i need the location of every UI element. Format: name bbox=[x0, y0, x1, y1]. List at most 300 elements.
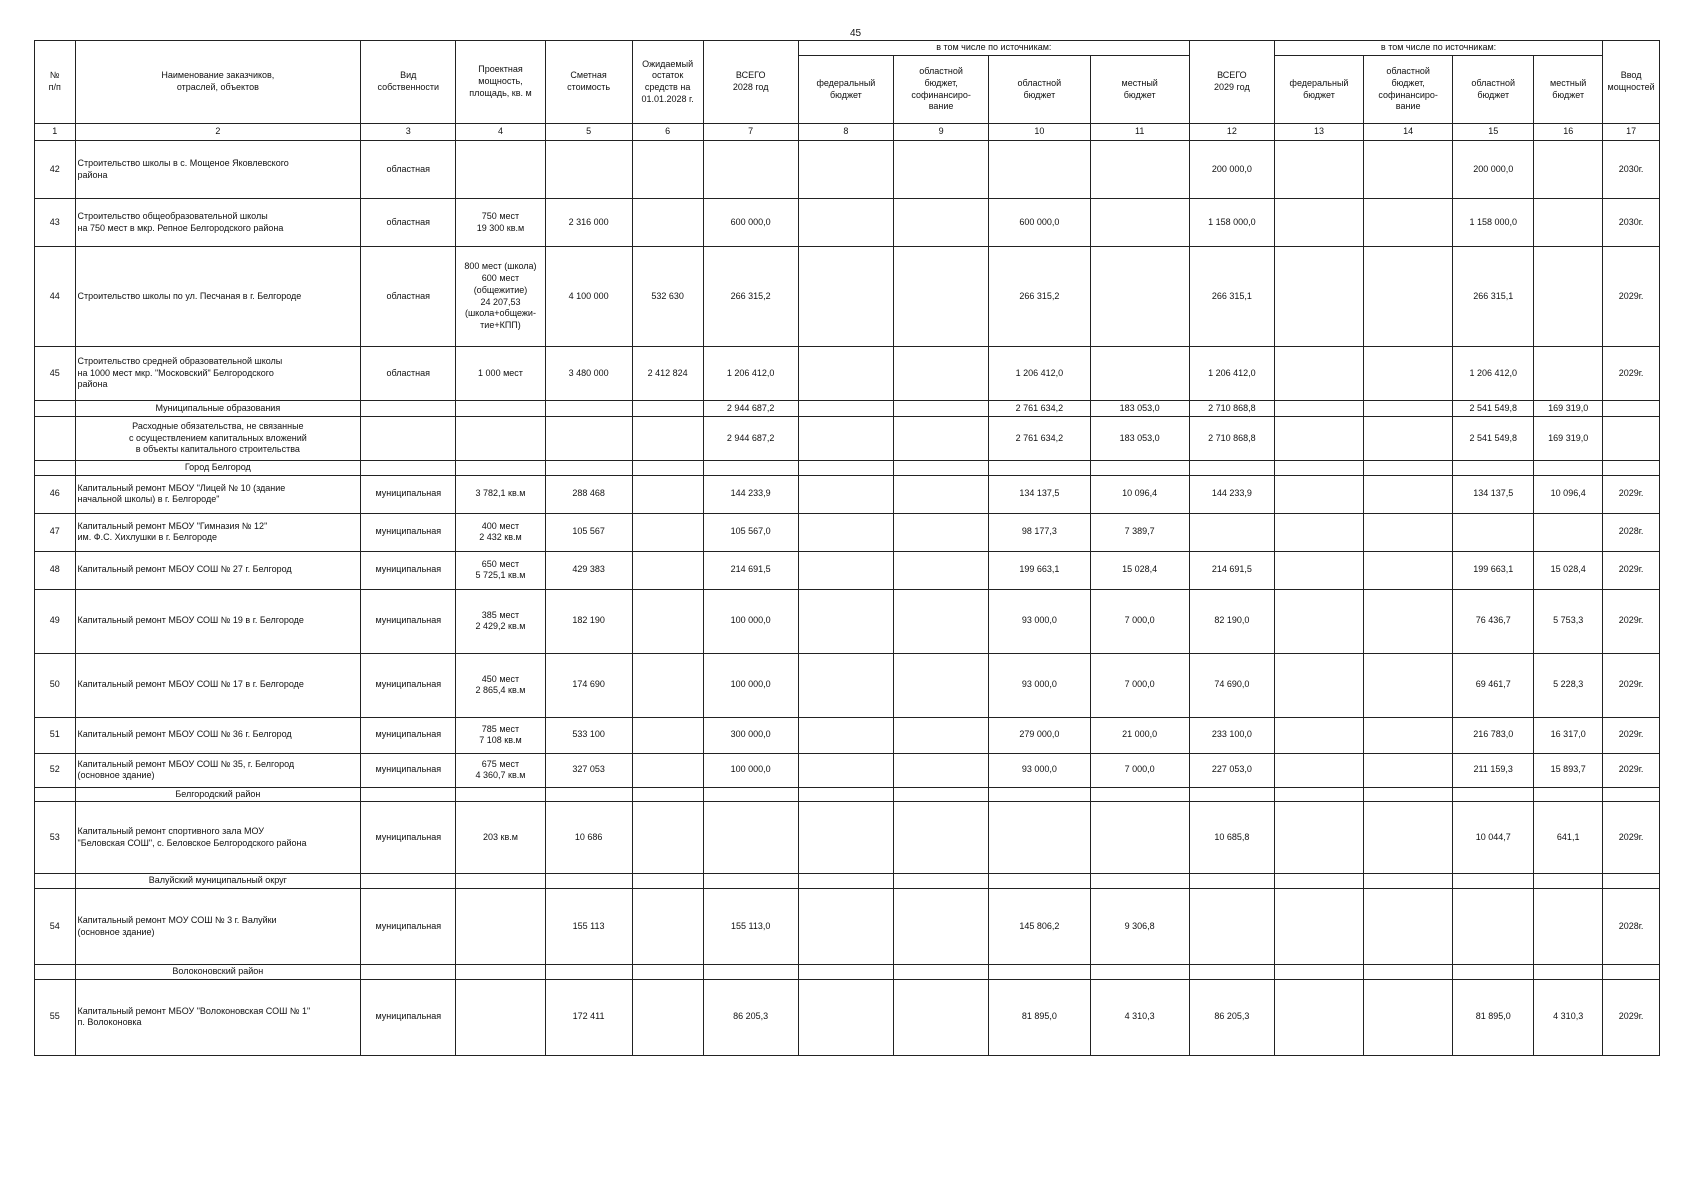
local-2028: 4 310,3 bbox=[1090, 979, 1189, 1055]
cell-empty bbox=[1534, 461, 1603, 476]
table-header bbox=[35, 41, 1660, 141]
estimate-cost: 2 316 000 bbox=[545, 199, 632, 247]
capacity: 203 кв.м bbox=[456, 802, 545, 874]
estimate-cost: 174 690 bbox=[545, 653, 632, 717]
object-name: Капитальный ремонт МБОУ "Гимназия № 12" им. Ф.С. Хихлушки в г. Белгороде bbox=[75, 513, 361, 551]
row-number: 48 bbox=[35, 551, 76, 589]
federal-2029 bbox=[1274, 551, 1363, 589]
cell-empty bbox=[361, 417, 456, 461]
cell-empty bbox=[1534, 965, 1603, 980]
local-2028 bbox=[1090, 347, 1189, 401]
column-number: 12 bbox=[1189, 124, 1274, 141]
cell-empty bbox=[989, 965, 1090, 980]
ownership: муниципальная bbox=[361, 979, 456, 1055]
remainder bbox=[632, 589, 703, 653]
federal-2029 bbox=[1274, 589, 1363, 653]
cell-empty bbox=[1453, 874, 1534, 889]
object-name: Капитальный ремонт спортивного зала МОУ "Беловская СОШ", с. Беловское Белгородского района bbox=[75, 802, 361, 874]
cofin-2028 bbox=[894, 717, 989, 753]
estimate-cost: 3 480 000 bbox=[545, 347, 632, 401]
cell-empty bbox=[703, 461, 798, 476]
object-name: Капитальный ремонт МБОУ СОШ № 19 в г. Белгороде bbox=[75, 589, 361, 653]
total-2028 bbox=[703, 141, 798, 199]
cofin-2029 bbox=[1364, 475, 1453, 513]
subtotal-row bbox=[35, 401, 1660, 417]
cell-empty bbox=[1534, 787, 1603, 802]
commission-year: 2029г. bbox=[1603, 475, 1660, 513]
regional-2028: 1 206 412,0 bbox=[989, 347, 1090, 401]
object-name: Капитальный ремонт МБОУ "Лицей № 10 (здание начальной школы) в г. Белгороде" bbox=[75, 475, 361, 513]
table-row bbox=[35, 199, 1660, 247]
cell-empty bbox=[1274, 401, 1363, 417]
regional-2028: 98 177,3 bbox=[989, 513, 1090, 551]
regional-2028 bbox=[989, 802, 1090, 874]
cell-empty bbox=[1189, 787, 1274, 802]
cell-empty bbox=[632, 874, 703, 889]
ownership: муниципальная bbox=[361, 802, 456, 874]
cofin-2029 bbox=[1364, 513, 1453, 551]
cell-empty bbox=[1364, 965, 1453, 980]
cell-empty bbox=[1453, 461, 1534, 476]
cell-empty bbox=[545, 787, 632, 802]
header-cofin-2028: областной бюджет, софинансиро- вание bbox=[894, 56, 989, 124]
total-2028: 155 113,0 bbox=[703, 889, 798, 965]
ownership: областная bbox=[361, 347, 456, 401]
capacity: 385 мест 2 429,2 кв.м bbox=[456, 589, 545, 653]
cofin-2029 bbox=[1364, 717, 1453, 753]
column-number: 5 bbox=[545, 124, 632, 141]
cell-empty bbox=[456, 874, 545, 889]
cell-empty bbox=[361, 461, 456, 476]
cell-empty bbox=[1364, 417, 1453, 461]
federal-2028 bbox=[798, 653, 893, 717]
cell-empty bbox=[545, 461, 632, 476]
cofin-2028 bbox=[894, 513, 989, 551]
row-number: 51 bbox=[35, 717, 76, 753]
federal-2028 bbox=[798, 589, 893, 653]
commission-year: 2029г. bbox=[1603, 247, 1660, 347]
cell-empty bbox=[361, 965, 456, 980]
cell-empty bbox=[798, 461, 893, 476]
column-number: 16 bbox=[1534, 124, 1603, 141]
capacity: 450 мест 2 865,4 кв.м bbox=[456, 653, 545, 717]
table-row bbox=[35, 475, 1660, 513]
ownership: муниципальная bbox=[361, 717, 456, 753]
object-name: Капитальный ремонт МБОУ СОШ № 36 г. Белгород bbox=[75, 717, 361, 753]
commission-year: 2029г. bbox=[1603, 653, 1660, 717]
remainder: 532 630 bbox=[632, 247, 703, 347]
cell-empty bbox=[1603, 401, 1660, 417]
cell-empty bbox=[35, 461, 76, 476]
cell-empty bbox=[1189, 965, 1274, 980]
commission-year: 2030г. bbox=[1603, 199, 1660, 247]
total-2029: 2 710 868,8 bbox=[1189, 401, 1274, 417]
capacity: 400 мест 2 432 кв.м bbox=[456, 513, 545, 551]
federal-2028 bbox=[798, 979, 893, 1055]
cofin-2029 bbox=[1364, 802, 1453, 874]
column-number-row bbox=[35, 124, 1660, 141]
regional-2029: 10 044,7 bbox=[1453, 802, 1534, 874]
regional-2029: 81 895,0 bbox=[1453, 979, 1534, 1055]
federal-2028 bbox=[798, 475, 893, 513]
cell-empty bbox=[1090, 787, 1189, 802]
row-number: 49 bbox=[35, 589, 76, 653]
cell-empty bbox=[545, 417, 632, 461]
header-capacity: Проектная мощность, площадь, кв. м bbox=[456, 41, 545, 124]
regional-2028: 93 000,0 bbox=[989, 589, 1090, 653]
remainder bbox=[632, 979, 703, 1055]
local-2028 bbox=[1090, 199, 1189, 247]
cell-empty bbox=[361, 874, 456, 889]
cell-empty bbox=[545, 874, 632, 889]
federal-2029 bbox=[1274, 753, 1363, 787]
cell-empty bbox=[545, 965, 632, 980]
header-name: Наименование заказчиков, отраслей, объектов bbox=[75, 41, 361, 124]
object-name: Строительство общеобразовательной школы на 750 мест в мкр. Репное Белгородского района bbox=[75, 199, 361, 247]
cell-empty bbox=[632, 401, 703, 417]
column-number: 13 bbox=[1274, 124, 1363, 141]
cofin-2028 bbox=[894, 247, 989, 347]
table-row bbox=[35, 141, 1660, 199]
local-2028: 9 306,8 bbox=[1090, 889, 1189, 965]
commission-year: 2029г. bbox=[1603, 551, 1660, 589]
subtotal-row bbox=[35, 417, 1660, 461]
local-2028: 7 000,0 bbox=[1090, 753, 1189, 787]
local-2028: 183 053,0 bbox=[1090, 401, 1189, 417]
cell-empty bbox=[35, 417, 76, 461]
estimate-cost: 4 100 000 bbox=[545, 247, 632, 347]
page-number: 45 bbox=[850, 28, 862, 39]
regional-2028: 134 137,5 bbox=[989, 475, 1090, 513]
local-2029: 4 310,3 bbox=[1534, 979, 1603, 1055]
column-number: 3 bbox=[361, 124, 456, 141]
remainder bbox=[632, 802, 703, 874]
commission-year: 2029г. bbox=[1603, 589, 1660, 653]
commission-year: 2029г. bbox=[1603, 717, 1660, 753]
federal-2028 bbox=[798, 247, 893, 347]
local-2028: 7 000,0 bbox=[1090, 653, 1189, 717]
cell-empty bbox=[1364, 401, 1453, 417]
total-2029: 82 190,0 bbox=[1189, 589, 1274, 653]
cofin-2029 bbox=[1364, 753, 1453, 787]
regional-2028: 2 761 634,2 bbox=[989, 401, 1090, 417]
total-2028: 214 691,5 bbox=[703, 551, 798, 589]
table-row bbox=[35, 753, 1660, 787]
section-row bbox=[35, 787, 1660, 802]
cell-empty bbox=[894, 401, 989, 417]
federal-2029 bbox=[1274, 199, 1363, 247]
header-total-2028: ВСЕГО 2028 год bbox=[703, 41, 798, 124]
total-2028: 100 000,0 bbox=[703, 653, 798, 717]
local-2029: 641,1 bbox=[1534, 802, 1603, 874]
local-2029: 169 319,0 bbox=[1534, 417, 1603, 461]
object-name: Капитальный ремонт МОУ СОШ № 3 г. Валуйки (основное здание) bbox=[75, 889, 361, 965]
regional-2029 bbox=[1453, 889, 1534, 965]
cell-empty bbox=[456, 965, 545, 980]
cofin-2029 bbox=[1364, 589, 1453, 653]
total-2029: 227 053,0 bbox=[1189, 753, 1274, 787]
ownership: областная bbox=[361, 199, 456, 247]
remainder bbox=[632, 717, 703, 753]
cell-empty bbox=[1364, 461, 1453, 476]
header-ownership: Вид собственности bbox=[361, 41, 456, 124]
federal-2029 bbox=[1274, 513, 1363, 551]
cofin-2028 bbox=[894, 753, 989, 787]
federal-2029 bbox=[1274, 802, 1363, 874]
cell-empty bbox=[798, 787, 893, 802]
row-number: 54 bbox=[35, 889, 76, 965]
local-2028: 21 000,0 bbox=[1090, 717, 1189, 753]
cell-empty bbox=[632, 417, 703, 461]
local-2029: 16 317,0 bbox=[1534, 717, 1603, 753]
federal-2028 bbox=[798, 141, 893, 199]
ownership: муниципальная bbox=[361, 653, 456, 717]
local-2029: 15 028,4 bbox=[1534, 551, 1603, 589]
regional-2028: 600 000,0 bbox=[989, 199, 1090, 247]
local-2029 bbox=[1534, 199, 1603, 247]
cell-empty bbox=[35, 787, 76, 802]
capacity bbox=[456, 979, 545, 1055]
cell-empty bbox=[545, 401, 632, 417]
remainder bbox=[632, 513, 703, 551]
regional-2028: 93 000,0 bbox=[989, 653, 1090, 717]
commission-year: 2028г. bbox=[1603, 513, 1660, 551]
cell-empty bbox=[1364, 874, 1453, 889]
total-2029 bbox=[1189, 889, 1274, 965]
total-2029: 1 206 412,0 bbox=[1189, 347, 1274, 401]
cell-empty bbox=[798, 401, 893, 417]
cofin-2028 bbox=[894, 802, 989, 874]
local-2029: 5 228,3 bbox=[1534, 653, 1603, 717]
table-row bbox=[35, 247, 1660, 347]
remainder bbox=[632, 199, 703, 247]
header-federal-2029: федеральный бюджет bbox=[1274, 56, 1363, 124]
ownership: муниципальная bbox=[361, 513, 456, 551]
section-title: Волоконовский район bbox=[75, 965, 361, 980]
object-name: Капитальный ремонт МБОУ СОШ № 35, г. Белгород (основное здание) bbox=[75, 753, 361, 787]
federal-2029 bbox=[1274, 347, 1363, 401]
cell-empty bbox=[632, 787, 703, 802]
cell-empty bbox=[35, 874, 76, 889]
total-2029: 233 100,0 bbox=[1189, 717, 1274, 753]
cell-empty bbox=[632, 461, 703, 476]
total-2029: 1 158 000,0 bbox=[1189, 199, 1274, 247]
local-2028: 10 096,4 bbox=[1090, 475, 1189, 513]
object-name: Капитальный ремонт МБОУ "Волоконовская СОШ № 1" п. Волоконовка bbox=[75, 979, 361, 1055]
cofin-2029 bbox=[1364, 347, 1453, 401]
cofin-2028 bbox=[894, 551, 989, 589]
cell-empty bbox=[1453, 965, 1534, 980]
cell-empty bbox=[1453, 787, 1534, 802]
table-row bbox=[35, 889, 1660, 965]
total-2029: 2 710 868,8 bbox=[1189, 417, 1274, 461]
cell-empty bbox=[1603, 965, 1660, 980]
column-number: 1 bbox=[35, 124, 76, 141]
cell-empty bbox=[989, 874, 1090, 889]
cell-empty bbox=[1189, 461, 1274, 476]
estimate-cost: 10 686 bbox=[545, 802, 632, 874]
federal-2029 bbox=[1274, 475, 1363, 513]
regional-2028: 81 895,0 bbox=[989, 979, 1090, 1055]
cell-empty bbox=[1603, 787, 1660, 802]
cofin-2029 bbox=[1364, 979, 1453, 1055]
total-2029: 74 690,0 bbox=[1189, 653, 1274, 717]
regional-2029: 266 315,1 bbox=[1453, 247, 1534, 347]
remainder bbox=[632, 551, 703, 589]
federal-2029 bbox=[1274, 889, 1363, 965]
federal-2028 bbox=[798, 199, 893, 247]
federal-2029 bbox=[1274, 653, 1363, 717]
local-2029: 5 753,3 bbox=[1534, 589, 1603, 653]
commission-year: 2029г. bbox=[1603, 979, 1660, 1055]
local-2029 bbox=[1534, 247, 1603, 347]
cell-empty bbox=[703, 874, 798, 889]
cofin-2028 bbox=[894, 589, 989, 653]
column-number: 8 bbox=[798, 124, 893, 141]
regional-2028: 279 000,0 bbox=[989, 717, 1090, 753]
regional-2029: 1 206 412,0 bbox=[1453, 347, 1534, 401]
local-2028 bbox=[1090, 141, 1189, 199]
remainder bbox=[632, 475, 703, 513]
regional-2029: 200 000,0 bbox=[1453, 141, 1534, 199]
total-2028: 1 206 412,0 bbox=[703, 347, 798, 401]
federal-2028 bbox=[798, 802, 893, 874]
header-estimate: Сметная стоимость bbox=[545, 41, 632, 124]
cell-empty bbox=[1534, 874, 1603, 889]
cell-empty bbox=[456, 461, 545, 476]
estimate-cost: 429 383 bbox=[545, 551, 632, 589]
header-regional-2028: областной бюджет bbox=[989, 56, 1090, 124]
cell-empty bbox=[1090, 461, 1189, 476]
total-2028: 100 000,0 bbox=[703, 753, 798, 787]
cell-empty bbox=[456, 417, 545, 461]
local-2029: 169 319,0 bbox=[1534, 401, 1603, 417]
federal-2029 bbox=[1274, 247, 1363, 347]
section-title: Город Белгород bbox=[75, 461, 361, 476]
remainder bbox=[632, 653, 703, 717]
object-name: Строительство средней образовательной школы на 1000 мест мкр. "Московский" Белгородского района bbox=[75, 347, 361, 401]
regional-2029: 216 783,0 bbox=[1453, 717, 1534, 753]
total-2028: 266 315,2 bbox=[703, 247, 798, 347]
table-row bbox=[35, 717, 1660, 753]
regional-2029: 199 663,1 bbox=[1453, 551, 1534, 589]
cofin-2029 bbox=[1364, 889, 1453, 965]
cofin-2028 bbox=[894, 199, 989, 247]
estimate-cost: 155 113 bbox=[545, 889, 632, 965]
cell-empty bbox=[1274, 874, 1363, 889]
cell-empty bbox=[361, 401, 456, 417]
capacity: 1 000 мест bbox=[456, 347, 545, 401]
column-number: 15 bbox=[1453, 124, 1534, 141]
regional-2028: 199 663,1 bbox=[989, 551, 1090, 589]
total-2028: 2 944 687,2 bbox=[703, 401, 798, 417]
cofin-2028 bbox=[894, 141, 989, 199]
cell-empty bbox=[989, 461, 1090, 476]
federal-2028 bbox=[798, 889, 893, 965]
commission-year: 2029г. bbox=[1603, 347, 1660, 401]
regional-2029: 76 436,7 bbox=[1453, 589, 1534, 653]
header-cofin-2029: областной бюджет, софинансиро- вание bbox=[1364, 56, 1453, 124]
row-number: 44 bbox=[35, 247, 76, 347]
total-2029: 10 685,8 bbox=[1189, 802, 1274, 874]
total-2028: 105 567,0 bbox=[703, 513, 798, 551]
estimate-cost: 182 190 bbox=[545, 589, 632, 653]
total-2029: 214 691,5 bbox=[1189, 551, 1274, 589]
regional-2029: 211 159,3 bbox=[1453, 753, 1534, 787]
total-2028: 2 944 687,2 bbox=[703, 417, 798, 461]
row-number: 52 bbox=[35, 753, 76, 787]
federal-2028 bbox=[798, 753, 893, 787]
estimate-cost: 327 053 bbox=[545, 753, 632, 787]
cofin-2028 bbox=[894, 347, 989, 401]
row-number: 50 bbox=[35, 653, 76, 717]
local-2029 bbox=[1534, 347, 1603, 401]
cell-empty bbox=[1274, 787, 1363, 802]
section-row bbox=[35, 965, 1660, 980]
cofin-2028 bbox=[894, 889, 989, 965]
cofin-2028 bbox=[894, 475, 989, 513]
object-name: Капитальный ремонт МБОУ СОШ № 27 г. Белгород bbox=[75, 551, 361, 589]
regional-2029: 134 137,5 bbox=[1453, 475, 1534, 513]
capacity bbox=[456, 141, 545, 199]
row-number: 46 bbox=[35, 475, 76, 513]
regional-2028 bbox=[989, 141, 1090, 199]
commission-year: 2028г. bbox=[1603, 889, 1660, 965]
cell-empty bbox=[989, 787, 1090, 802]
local-2028: 183 053,0 bbox=[1090, 417, 1189, 461]
cell-empty bbox=[798, 874, 893, 889]
local-2028 bbox=[1090, 802, 1189, 874]
ownership: муниципальная bbox=[361, 889, 456, 965]
cell-empty bbox=[703, 965, 798, 980]
total-2028: 144 233,9 bbox=[703, 475, 798, 513]
remainder bbox=[632, 889, 703, 965]
total-2029: 200 000,0 bbox=[1189, 141, 1274, 199]
commission-year: 2029г. bbox=[1603, 753, 1660, 787]
subtotal-name: Расходные обязательства, не связанные с осуществлением капитальных вложений в объекты капитального строительства bbox=[75, 417, 361, 461]
federal-2029 bbox=[1274, 141, 1363, 199]
regional-2028: 93 000,0 bbox=[989, 753, 1090, 787]
row-number: 45 bbox=[35, 347, 76, 401]
cell-empty bbox=[1274, 965, 1363, 980]
total-2029: 266 315,1 bbox=[1189, 247, 1274, 347]
table-row bbox=[35, 589, 1660, 653]
header-federal-2028: федеральный бюджет bbox=[798, 56, 893, 124]
total-2028: 86 205,3 bbox=[703, 979, 798, 1055]
local-2028: 15 028,4 bbox=[1090, 551, 1189, 589]
table-row bbox=[35, 347, 1660, 401]
federal-2028 bbox=[798, 717, 893, 753]
regional-2029: 2 541 549,8 bbox=[1453, 417, 1534, 461]
local-2029 bbox=[1534, 141, 1603, 199]
row-number: 47 bbox=[35, 513, 76, 551]
local-2028: 7 389,7 bbox=[1090, 513, 1189, 551]
total-2029 bbox=[1189, 513, 1274, 551]
total-2029: 144 233,9 bbox=[1189, 475, 1274, 513]
row-number: 55 bbox=[35, 979, 76, 1055]
column-number: 11 bbox=[1090, 124, 1189, 141]
header-local-2028: местный бюджет bbox=[1090, 56, 1189, 124]
cofin-2028 bbox=[894, 979, 989, 1055]
estimate-cost: 288 468 bbox=[545, 475, 632, 513]
cofin-2029 bbox=[1364, 141, 1453, 199]
cell-empty bbox=[456, 787, 545, 802]
cell-empty bbox=[798, 417, 893, 461]
remainder bbox=[632, 141, 703, 199]
cell-empty bbox=[1364, 787, 1453, 802]
cell-empty bbox=[35, 965, 76, 980]
header-sources-2029: в том числе по источникам: bbox=[1274, 41, 1602, 56]
